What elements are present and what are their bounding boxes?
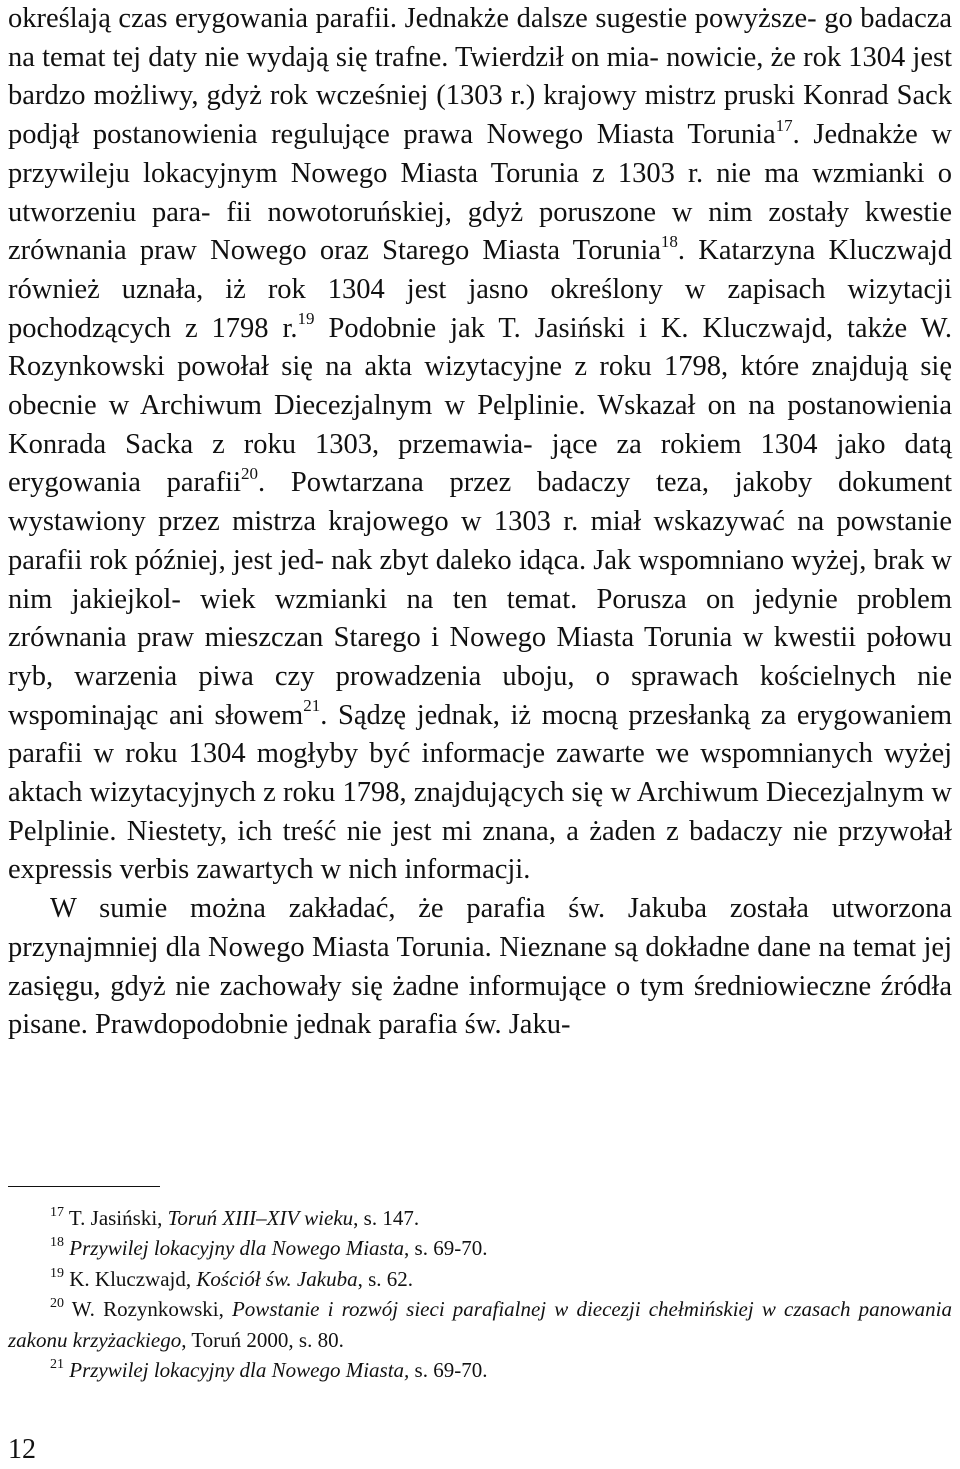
text-line: . Sądzę jednak, iż mocną przesłanką za: [320, 699, 787, 731]
text-line: go badacza na temat tej daty nie wydają się trafne. Twierdził on mia-: [8, 3, 953, 73]
text-line: W sumie można zakładać, że parafia św. Jakuba została utworzona: [50, 893, 952, 925]
footnote-17: [8, 1203, 952, 1233]
text-line: ryb, warzenia piwa czy prowadzenia uboju, o sprawach kościelnych: [8, 660, 896, 692]
footnote-title: Toruń XIII–XIV wieku: [167, 1206, 354, 1230]
text-line: które znajdują się obecnie w Archiwum Diecezjalnym w Pelplinie.: [8, 351, 953, 422]
footnote-ref-19: 19: [297, 309, 315, 329]
footnote-title: Przywilej lokacyjny dla Nowego Miasta,: [69, 1358, 410, 1383]
main-text: [8, 0, 952, 1045]
footnote-title: Powstanie i rozwój sieci parafialnej w diecezji chełmińskiej: [231, 1297, 754, 1322]
footnote-number: 21: [50, 1357, 64, 1373]
footnote-ref-20: 20: [241, 463, 259, 483]
text-line: Wskazał on na postanowienia Konrada Sacka z roku 1303, przemawia-: [8, 390, 952, 460]
paragraph-1: [8, 0, 952, 890]
text-line: się w Archiwum Diecezjalnym w Pelplinie. Niestety, ich treść nie jest: [8, 777, 952, 847]
footnote-21: [8, 1355, 952, 1385]
text-line: . Jednakże w przywileju lokacyjnym: [8, 119, 952, 189]
text-line: w nich informacji.: [320, 854, 531, 886]
footnote-separator: [8, 1186, 160, 1187]
text-line: jące za rokiem 1304 jako datą erygowania parafii: [8, 428, 953, 499]
text-line: erygowaniem parafii w roku 1304 mogłyby być informacje zawarte we: [8, 699, 953, 770]
text-line: także W. Rozynkowski powołał się na akta wizytacyjne z roku 1798,: [8, 312, 952, 383]
footnote-citation: s. 69-70.: [409, 1358, 488, 1383]
text-line: średniowieczne źródła pisane. Prawdopodobnie jednak parafia św. Jaku-: [8, 970, 952, 1041]
text-line: . Katarzyna Kluczwajd: [677, 235, 952, 267]
text-line: nak zbyt daleko idąca. Jak wspomniano wyżej, brak w nim jakiejkol-: [8, 544, 952, 615]
text-line: krajowy mistrz pruski Konrad Sack podjął postanowienia regulujące: [8, 80, 953, 151]
footnote-ref-18: 18: [660, 231, 678, 251]
footnote-title: Kościół św. Jakuba: [196, 1266, 358, 1291]
text-line: nie wspominając ani słowem: [8, 660, 952, 731]
footnote-title: w czasach panowania zakonu krzyżackiego: [8, 1297, 952, 1352]
footnote-number: 17: [50, 1205, 64, 1220]
text-line: prawa Nowego Miasta Torunia: [403, 119, 776, 151]
footnote-ref-17: 17: [775, 115, 793, 135]
text-line: fii nowotoruńskiej, gdyż poruszone w nim zostały kwestie zrównania: [8, 196, 952, 267]
text-line: Nowego Miasta Torunia z 1303 r. nie ma wzmianki o utworzeniu para-: [8, 157, 953, 228]
footnotes: [8, 1203, 952, 1385]
text-line: wiek wzmianki na ten temat. Porusza on jedynie problem zrównania: [8, 583, 952, 654]
text-line: określają czas erygowania parafii. Jednakże dalsze sugestie powyższe-: [8, 3, 817, 34]
text-line: pochodzących z 1798 r.: [8, 312, 298, 344]
footnote-number: 20: [50, 1296, 64, 1312]
text-line: Podobnie jak T. Jasiński i K. Kluczwajd,: [314, 312, 834, 344]
text-line: nowicie, że rok 1304 jest bardzo możliwy, gdyż rok wcześniej (1303 r.): [8, 41, 952, 112]
footnote-ref-21: 21: [303, 696, 321, 716]
paragraph-2: [8, 890, 952, 1045]
page-number: 12: [8, 1434, 36, 1465]
footnote-citation: , s. 69-70.: [404, 1236, 488, 1261]
text-line: w 1303 r. miał wskazywać na powstanie parafii rok później, jest jed-: [8, 506, 953, 576]
text-line: wspomnianych wyżej aktach wizytacyjnych z roku 1798, znajdujących: [8, 738, 953, 809]
book-page: [8, 0, 952, 1469]
text-line: na temat jej zasięgu, gdyż nie zachowały się żadne informujące o tym: [8, 931, 952, 1002]
footnote-citation: , Toruń 2000, s. 80.: [181, 1327, 344, 1352]
footnote-19: [8, 1264, 952, 1294]
footnote-author: T. Jasiński,: [68, 1206, 168, 1230]
text-line: badaczy teza, jakoby dokument wystawiony przez mistrza krajowego: [8, 467, 952, 538]
text-line: mi znana, a żaden z badaczy nie przywołał expressis verbis zawartych: [8, 815, 953, 886]
footnote-author: K. Kluczwajd,: [69, 1266, 197, 1291]
footnote-number: 19: [50, 1265, 64, 1281]
text-line: praw Nowego oraz Starego Miasta Torunia: [139, 235, 661, 267]
text-line: praw mieszczan Starego i Nowego Miasta Torunia w kwestii połowu: [137, 622, 952, 654]
footnote-title: Przywilej lokacyjny dla Nowego Miasta: [69, 1236, 405, 1261]
text-line: również uznała, iż rok 1304 jest jasno określony w zapisach wizytacji: [8, 273, 952, 305]
text-line: przynajmniej dla Nowego Miasta Torunia. Nieznane są dokładne dane: [8, 931, 812, 963]
footnote-citation: , s. 147.: [353, 1206, 420, 1230]
footnote-citation: , s. 62.: [357, 1266, 414, 1291]
footnote-author: W. Rozynkowski,: [71, 1297, 232, 1322]
footnote-number: 18: [50, 1235, 64, 1251]
footnote-18: [8, 1233, 952, 1263]
text-line: . Powtarzana przez: [258, 467, 512, 499]
footnote-20: [8, 1294, 952, 1355]
